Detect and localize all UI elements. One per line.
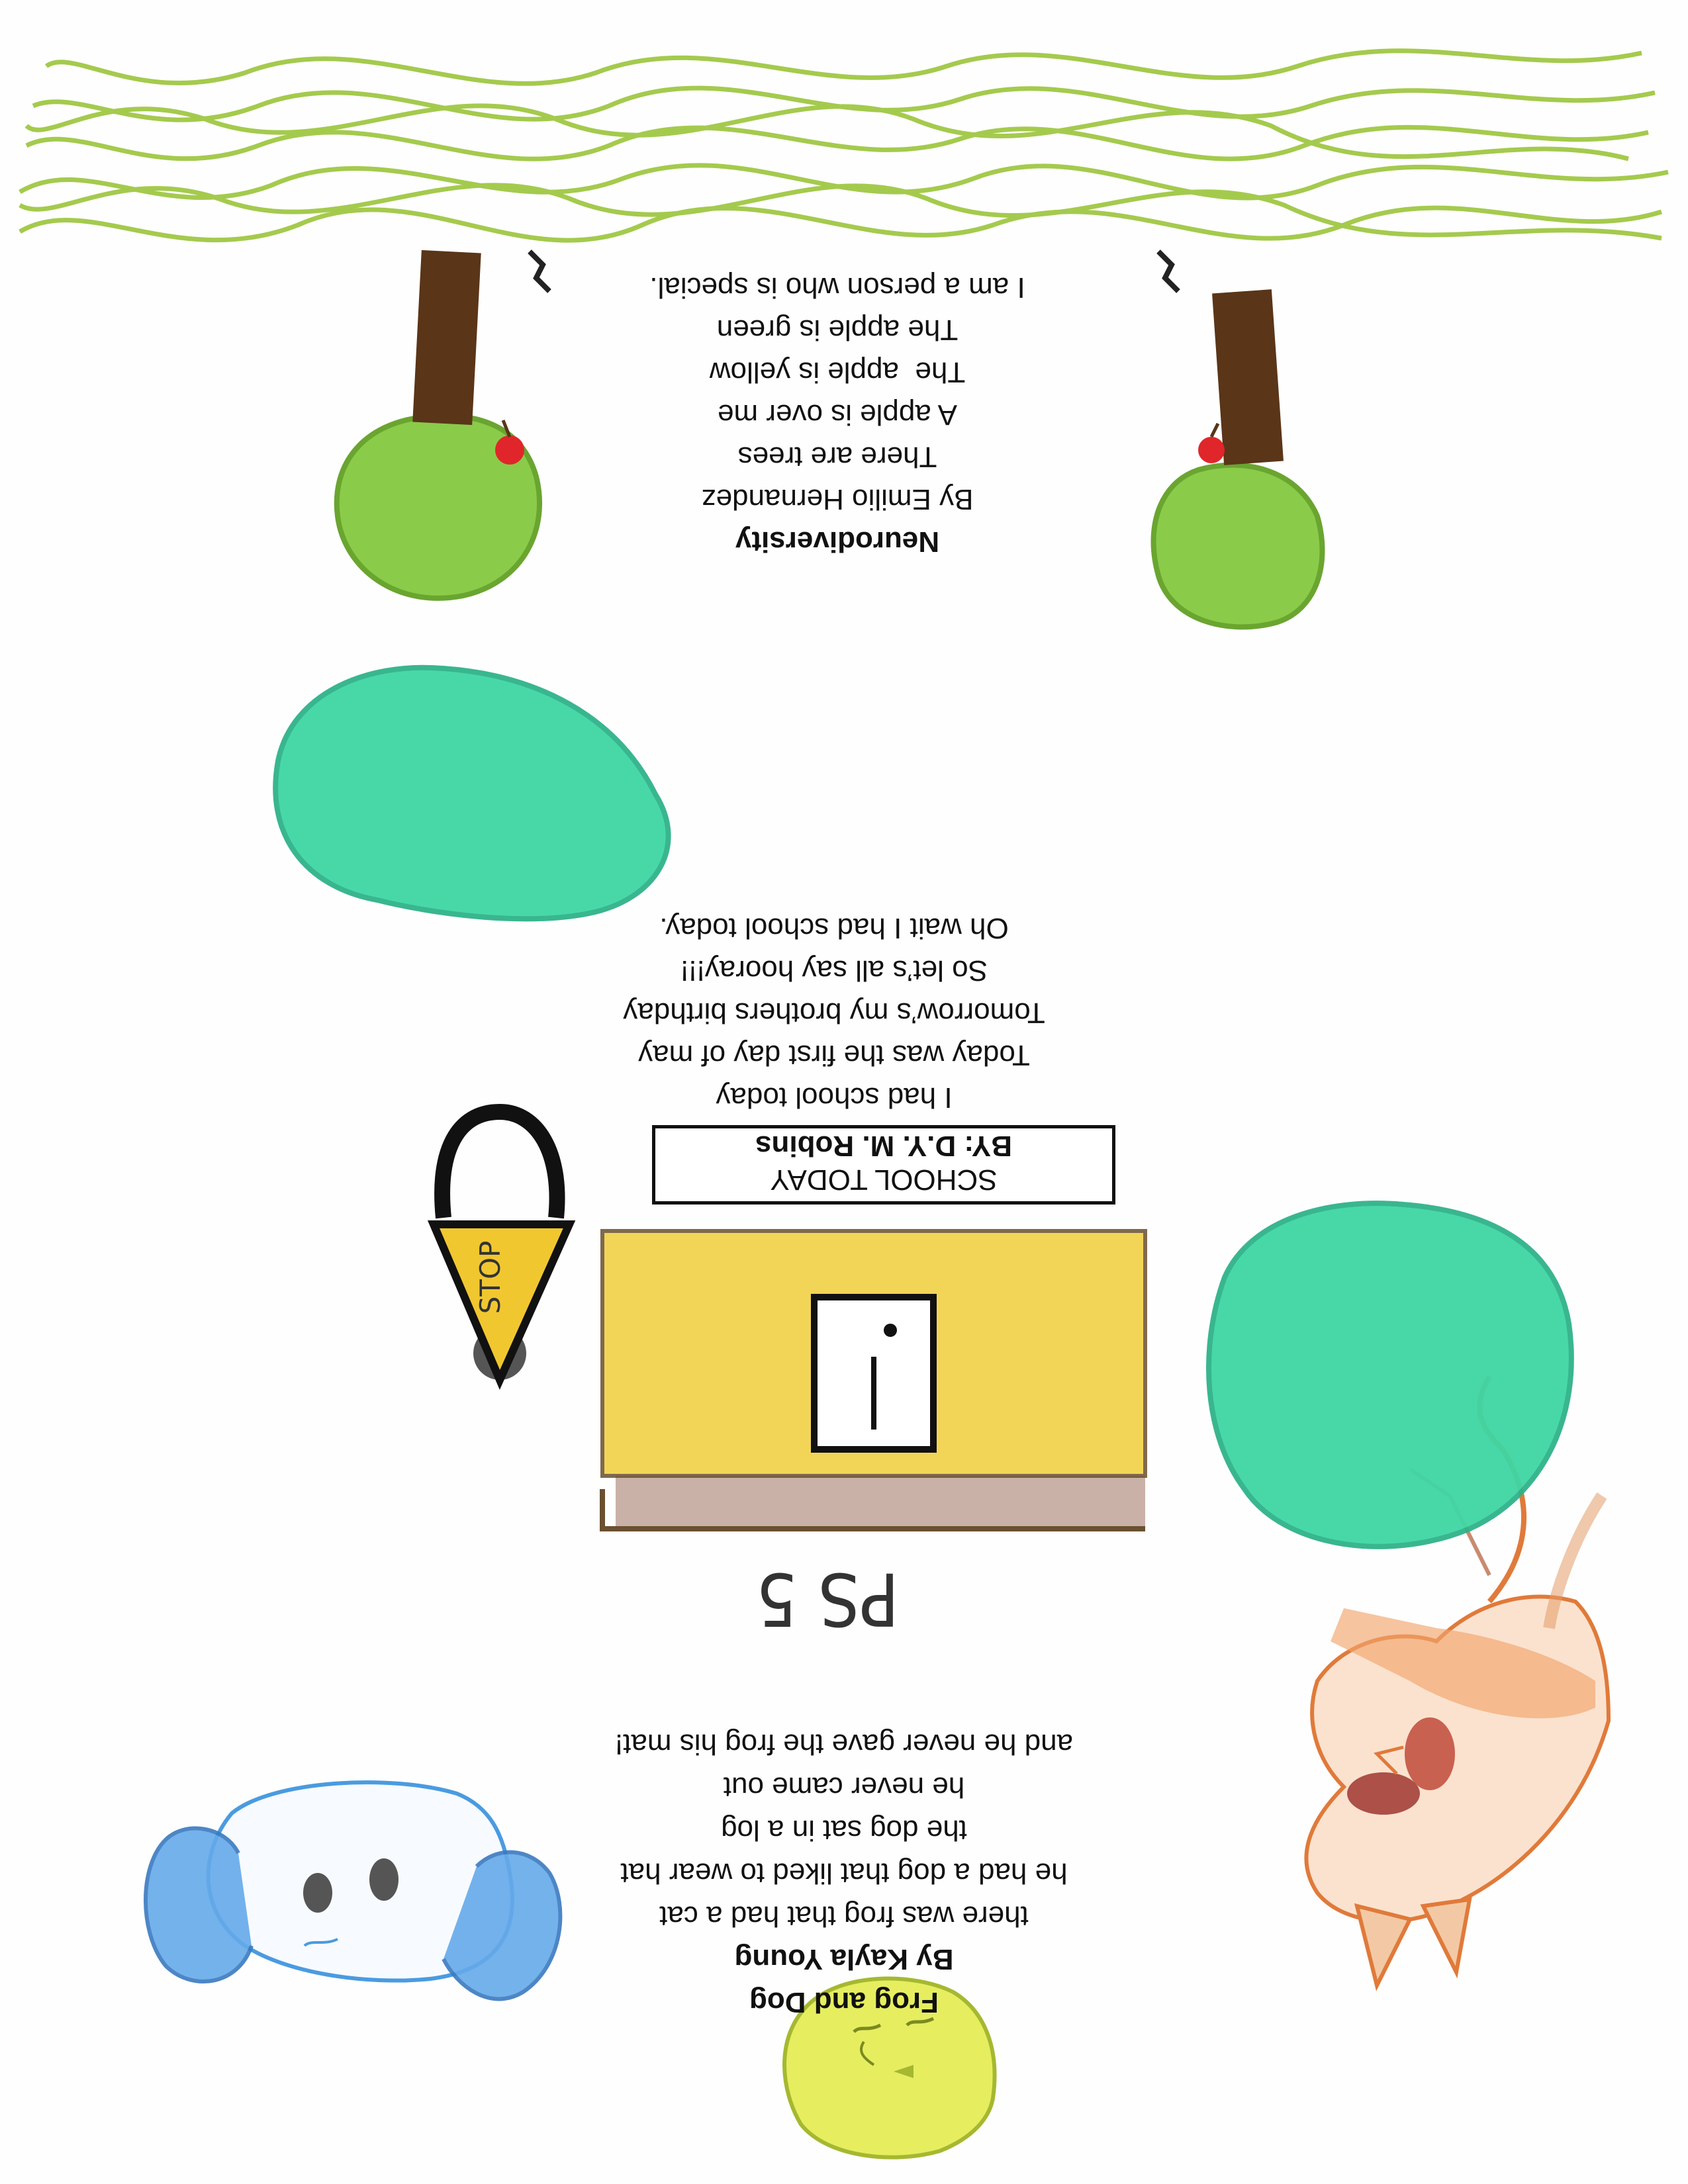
sign-drawing xyxy=(434,1112,569,1380)
poem-line: the dog sat in a log xyxy=(721,1814,967,1846)
poem-line: There are trees xyxy=(737,441,937,473)
poem-line: he had a dog that liked to wear hat xyxy=(620,1857,1068,1889)
poem-author: By Kayla Young xyxy=(734,1943,954,1976)
poem-line: Today was the first day of may xyxy=(638,1039,1030,1071)
poem-line: I am a person who is special. xyxy=(649,271,1025,304)
poem-line: I had school today xyxy=(716,1081,953,1114)
poem-line: The apple is green xyxy=(716,314,959,346)
poem-line: and he never gave the frog his mat! xyxy=(614,1728,1074,1760)
tree-left xyxy=(1154,251,1323,627)
school-sign xyxy=(652,1125,1115,1205)
grass-scribble xyxy=(20,51,1668,240)
poem-line: Oh wait I had school today. xyxy=(659,912,1009,944)
robot-drawing xyxy=(146,1782,560,1999)
poem-line: Tomorrow’s my brothers birthday xyxy=(623,997,1045,1029)
poem-line: The apple is yellow xyxy=(709,356,966,388)
poem-school-today xyxy=(536,907,1132,1118)
poem-line: there was frog that had a cat xyxy=(659,1900,1029,1933)
svg-text:STOP: STOP xyxy=(474,1240,506,1314)
bush-right xyxy=(275,668,668,919)
poem-line: A apple is over me xyxy=(718,398,957,431)
handwritten-ps5-label: PS 5 xyxy=(755,1557,900,1641)
poem-author: By Emilio Hernandez xyxy=(701,483,974,516)
school-sign-title: SCHOOL TODAY xyxy=(770,1163,998,1196)
poem-title: Neurodiversity xyxy=(735,525,940,558)
poem-frog-and-dog xyxy=(546,1723,1142,2024)
poem-line: So let’s all say hooray!!! xyxy=(680,954,988,987)
poem-title: Frog and Dog xyxy=(749,1986,939,2019)
school-sign-author: BY: D.Y. M. Robins xyxy=(755,1130,1012,1162)
school-drawing xyxy=(602,1231,1145,1529)
poem-neurodiversity xyxy=(622,266,1053,563)
bush-left xyxy=(1209,1203,1571,1547)
poem-line: he never came out xyxy=(723,1771,965,1803)
tree-right xyxy=(337,250,549,598)
